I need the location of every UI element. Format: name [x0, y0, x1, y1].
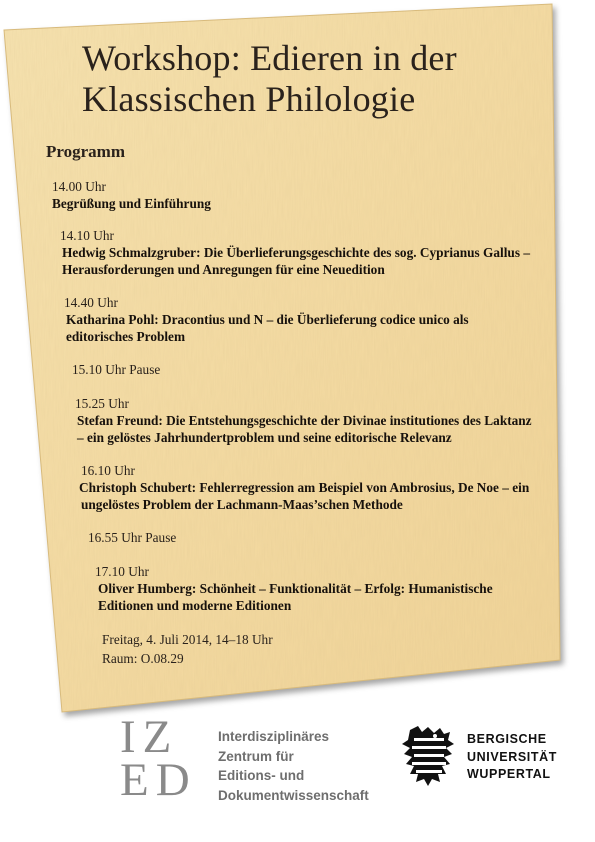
title-line-2: Klassischen Philologie: [82, 79, 416, 119]
program-item: [62, 227, 530, 278]
university-name-line: WUPPERTAL: [467, 767, 551, 781]
program-item: [66, 294, 469, 345]
program-talk: – ein gelöstes Jahrhundertproblem und seine editorische Relevanz: [77, 430, 452, 445]
program-talk: Oliver Humberg: Schönheit – Funktionalität – Erfolg: Humanistische: [98, 581, 493, 596]
program-item: [81, 462, 529, 513]
program-talk: Katharina Pohl: Dracontius und N – die Überlieferung codice unico als: [66, 312, 469, 327]
title-line-1: Workshop: Edieren in der: [82, 38, 457, 78]
program-talk: Herausforderungen und Anregungen für eine Neuedition: [62, 262, 385, 277]
program-talk: ungelöstes Problem der Lachmann-Maas’schen Methode: [81, 497, 403, 512]
wuppertal-lion-crest-icon: [400, 724, 458, 788]
ized-name-line: Editions- und: [218, 768, 305, 783]
program-pause: 16.55 Uhr Pause: [88, 530, 177, 545]
program-item: [95, 563, 493, 614]
program-item: [52, 178, 211, 212]
ized-logo-bottom: ED: [120, 754, 197, 806]
program-pause: 15.10 Uhr Pause: [72, 362, 161, 377]
event-room: Raum: O.08.29: [102, 651, 184, 666]
ized-name-line: Dokumentwissenschaft: [218, 787, 369, 803]
university-name-line: UNIVERSITÄT: [467, 749, 557, 764]
ized-institute-name: [218, 727, 369, 805]
program-talk: editorisches Problem: [66, 329, 186, 344]
program-talk: Stefan Freund: Die Entstehungsgeschichte der Divinae institutiones des Laktanz: [77, 413, 532, 428]
program-time: 17.10 Uhr: [95, 564, 149, 579]
program-time: 14.10 Uhr: [60, 228, 114, 243]
event-date: Freitag, 4. Juli 2014, 14–18 Uhr: [102, 632, 273, 647]
program-time: 14.40 Uhr: [64, 295, 118, 310]
program-talk: Christoph Schubert: Fehlerregression am Beispiel von Ambrosius, De Noe – ein: [79, 480, 530, 495]
event-details: [102, 630, 273, 668]
ized-name-line: Interdisziplinäres: [218, 729, 330, 744]
program-time: 15.25 Uhr: [75, 396, 129, 411]
university-name: [467, 731, 557, 784]
workshop-title: [82, 38, 562, 120]
ized-name-line: Zentrum für: [218, 748, 294, 764]
program-talk: Editionen und moderne Editionen: [98, 598, 292, 613]
program-talk: Begrüßung und Einführung: [52, 196, 211, 211]
university-name-line: BERGISCHE: [467, 732, 547, 746]
programm-heading: Programm: [46, 142, 125, 161]
program-item: [77, 395, 532, 446]
program-time: 16.10 Uhr: [81, 463, 135, 478]
program-talk: Hedwig Schmalzgruber: Die Überlieferungsgeschichte des sog. Cyprianus Gallus –: [62, 245, 530, 260]
ized-logo-top: IZ: [120, 711, 179, 763]
program-time: 14.00 Uhr: [52, 179, 106, 194]
ized-logo: [120, 711, 200, 808]
